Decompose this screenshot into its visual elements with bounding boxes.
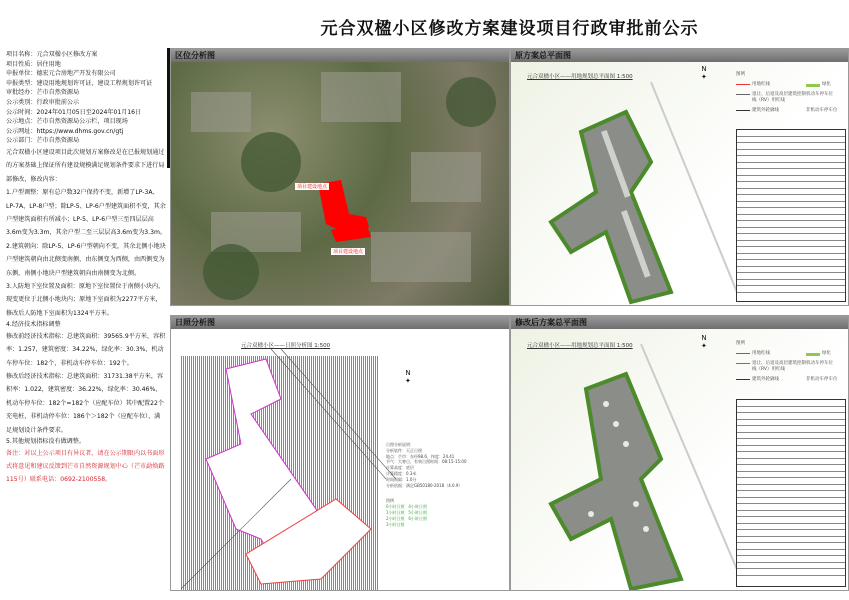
plan-subtitle: 元合双楹小区——用地规划总平面图 1:500: [527, 74, 633, 80]
plan-subtitle: 元合双楹小区——日照分析图 1:500: [241, 343, 331, 349]
note-line: 计算高度：底层: [386, 465, 414, 471]
paragraph: 1.户型调整：原有总户数32户保持不变，新增了LP-3A、LP-7A、LP-8户型；除LP-5、LP-6户型建筑面积不变，其余户型建筑面积有所减小；LP-5、LP-6户型三至四层层高3.6m变为3.3m，其余户型二至三层层高3.6m变为3.3m。: [6, 189, 167, 237]
legend: [736, 72, 846, 114]
legend-item: 非机动车停车位: [806, 377, 838, 382]
info-line: 公示类别：行政审批前公示: [6, 98, 80, 106]
info-line: 项目性质：居住用地: [6, 60, 61, 68]
north-arrow-icon: N ✦: [701, 65, 707, 81]
legend-item: 退让、后退及高层建筑控制线（RV）用红线: [752, 361, 806, 372]
info-line: 申报类型：建设用地规划许可证，建设工程规划许可证: [6, 79, 153, 87]
legend-item: 机动车停车位: [806, 361, 833, 366]
north-label: N: [701, 334, 707, 342]
note-line: 分析软件：天正日照: [386, 447, 422, 453]
legend-item: 绿化: [822, 82, 831, 87]
info-line: 申报单位：德宏元合房地产开发有限公司: [6, 70, 116, 78]
paragraph: 修改前经济技术指标：总建筑面积：39565.9平方米，容积率：1.257，建筑密度：34.22%，绿化率：30.3%，机动车停车位：182个，非机动车停车位：192个。: [6, 332, 166, 367]
legend-item: 0小时日照: [386, 504, 405, 510]
legend-item: 4小时日照: [408, 504, 427, 510]
site-label: 项目建设地点: [333, 249, 364, 255]
panel-modified-plan: [510, 315, 849, 591]
panel-sunlight: [170, 315, 510, 591]
paragraph: 2.建筑朝向：除LP-5、LP-6户型朝向不变，其余北侧小地块户型建筑朝向由北侧变南侧，由东侧变为西侧，由西侧变为东侧，南侧小地块户型建筑朝向由南侧变为北侧。: [6, 242, 166, 277]
note-line: 分析依据：满足GB50180-2018（4.0.9）: [386, 482, 463, 488]
info-line: 审批经办：芒市自然资源局: [6, 89, 80, 97]
panel-location: [170, 48, 510, 306]
legend-item: 3小时日照: [386, 521, 405, 527]
legend-item: 机动车停车位: [806, 92, 833, 97]
legend-item: 用地红线: [752, 351, 770, 356]
satellite-map: [171, 62, 509, 305]
north-arrow-icon: N ✦: [405, 369, 411, 385]
legend-item: 5小时日照: [408, 509, 427, 515]
note-line: 计算精度：0.3米: [386, 470, 417, 476]
site-label: 项目建设地点: [297, 184, 328, 190]
indicator-table: [736, 129, 846, 302]
legend-item: 退让、后退及高层建筑控制线（RV）用红线: [752, 92, 806, 103]
north-label: N: [701, 65, 707, 73]
north-label: N: [405, 369, 411, 377]
note: 备注：对以上公示项目有异议者，请在公示期限内以书面形式将意见和建议反馈到芒市自然资源规划中心（芒市勐焕路115号）联系电话：0692-2100558。: [6, 449, 165, 484]
legend-item: 1小时日照: [386, 509, 405, 515]
legend-item: 用地红线: [752, 82, 770, 87]
legend: [736, 341, 846, 383]
note-line: 时间间隔：1.0分: [386, 476, 417, 482]
legend-item: 2小时日照: [386, 515, 405, 521]
panel-title: 修改后方案总平面图: [511, 316, 848, 329]
page-title: 元合双楹小区修改方案建设项目行政审批前公示: [320, 19, 699, 39]
plan-subtitle: 元合双楹小区——用地规划总平面图 1:500: [527, 343, 633, 349]
info-line: 公示地点：芒市自然资源局公示栏，项目现场: [6, 118, 128, 126]
info-line: 项目名称：元合双楹小区修改方案: [6, 51, 98, 58]
paragraph: 3.人防地下室位置及面积：原地下室位置位于南侧小块内，现变更位于北侧小地块内；原地下室面积为2277平方米，修改后人防地下室面积为1324平方米。: [6, 283, 165, 317]
legend-title: 图例: [736, 341, 745, 346]
legend-item: 非机动车停车位: [806, 108, 838, 113]
legend-item: 绿化: [822, 351, 831, 356]
info-line: 公示部门：芒市自然资源局: [6, 137, 80, 145]
note-line: 地点：芒市：东经98.6，纬度：24.41: [386, 453, 455, 459]
info-line: 公示时间：2024年01月05日至2024年01月16日: [6, 108, 142, 116]
panel-title: 区位分析图: [171, 49, 509, 62]
north-arrow-icon: N ✦: [701, 334, 707, 350]
info-line[interactable]: 公示网址：https://www.dhms.gov.cn/gtj: [6, 127, 124, 135]
legend-item: 6小时日照: [408, 515, 427, 521]
note-line: 日照分析说明：: [386, 442, 414, 447]
panel-title: 原方案总平面图: [511, 49, 848, 62]
indicator-table: [736, 399, 846, 587]
panel-title: 日照分析图: [171, 316, 509, 329]
legend-title: 图例: [386, 498, 394, 504]
notice-text: [6, 50, 166, 487]
paragraph: 元合双楹小区建设项目此次规划方案修改是在已报规划通过的方案基础上保证所有建设规模满足规划条件要求下进行局部修改，修改内容：: [6, 148, 165, 183]
note-line: 节气：大寒日，有效日照时间：08:15-15:00: [386, 459, 467, 465]
legend-title: 图例: [736, 72, 745, 77]
legend-item: 建筑外轮廓线: [752, 108, 779, 113]
sunlight-notes: [386, 442, 467, 527]
legend-item: 建筑外轮廓线: [752, 377, 779, 382]
paragraph: 修改后经济技术指标：总建筑面积：31731.38平方米，容积率：1.022，建筑密度：36.22%，绿化率：30.46%，机动车停车位：182个=182个（应配车位）其中配置22个充电桩，非机动停车位：186个＞182个（应配车位），满足规划设计条件要求。: [6, 373, 164, 434]
paragraph: 4.经济技术指标调整: [6, 321, 61, 329]
panel-original-plan: [510, 48, 849, 306]
paragraph: 5.其他规划指标没有做调整。: [6, 438, 85, 446]
